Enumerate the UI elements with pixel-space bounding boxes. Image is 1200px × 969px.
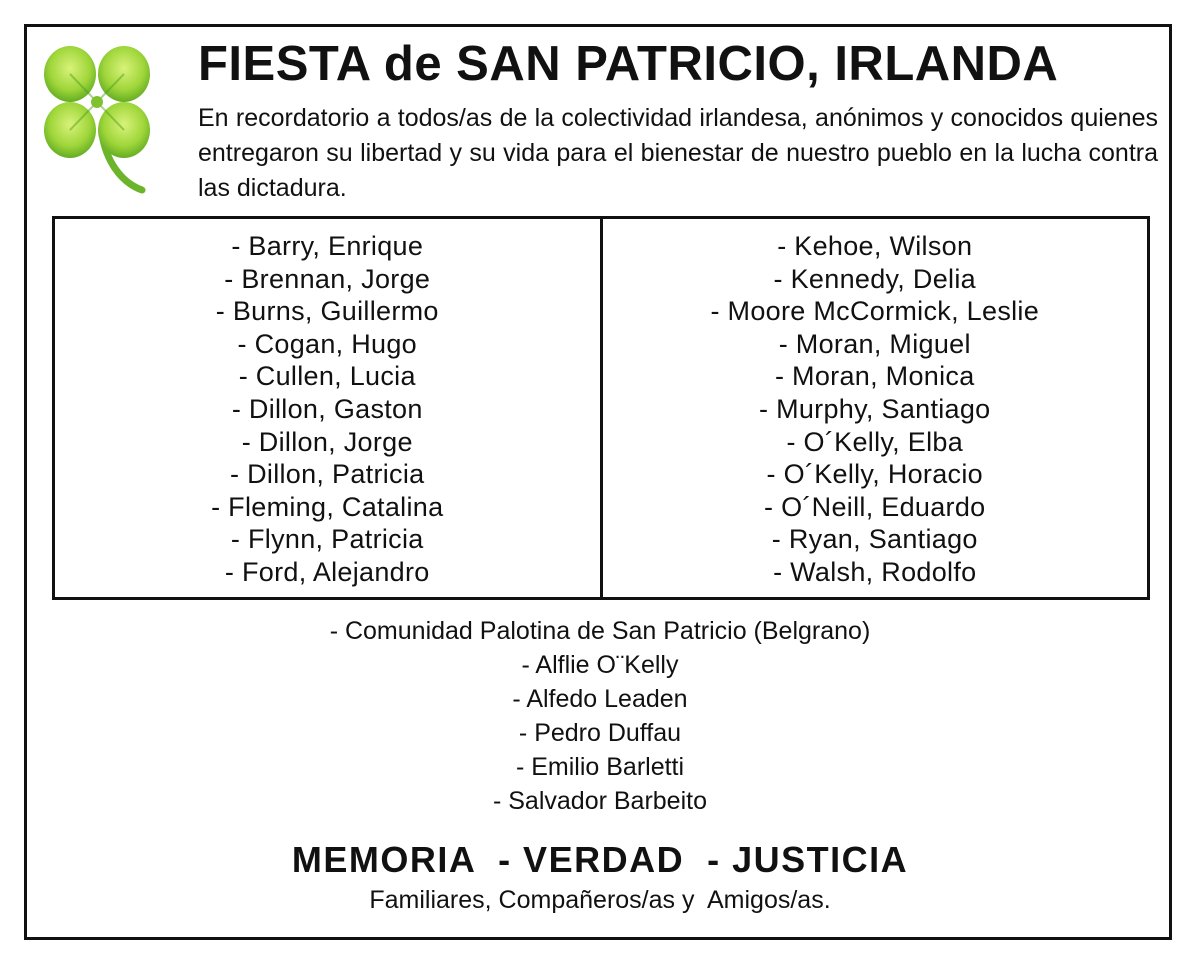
names-table (52, 216, 1150, 600)
list-item: - Emilio Barletti (515, 753, 685, 781)
list-item: - Salvador Barbeito (492, 787, 707, 815)
list-item: - Burns, Guillermo (215, 296, 439, 327)
list-item: - Dillon, Jorge (241, 426, 413, 457)
names-column-left (55, 219, 603, 597)
list-item: - Kehoe, Wilson (777, 231, 973, 261)
list-item: - Moran, Miguel (778, 328, 971, 359)
list-item: - Alflie O¨Kelly (521, 651, 679, 679)
list-item: - Murphy, Santiago (758, 393, 991, 424)
list-item: - Ford, Alejandro (224, 556, 430, 587)
list-item: - Alfedo Leaden (512, 685, 688, 713)
names-column-right (603, 219, 1148, 597)
list-item: - Kennedy, Delia (773, 263, 976, 294)
list-item: - Fleming, Catalina (211, 491, 444, 522)
intro-paragraph: En recordatorio a todos/as de la colectividad irlandesa, anónimos y conocidos quienes entregaron su libertad y su vida para el bienestar de nuestro pueblo en la lucha contra las dictadura. (198, 104, 1158, 202)
list-item: - Ryan, Santiago (771, 524, 978, 555)
additional-names-list (24, 614, 1176, 818)
list-item: - Dillon, Gaston (231, 393, 423, 424)
list-item: - Moran, Monica (774, 361, 975, 392)
list-item: - Cogan, Hugo (237, 328, 417, 359)
list-item: - O´Kelly, Elba (786, 426, 964, 457)
list-item: - Moore McCormick, Leslie (710, 296, 1040, 327)
list-item: - O´Kelly, Horacio (766, 459, 983, 490)
list-item: - Flynn, Patricia (230, 524, 424, 555)
page-title: FIESTA de SAN PATRICIO, IRLANDA (198, 37, 1059, 91)
slogan: MEMORIA - VERDAD - JUSTICIA (291, 839, 909, 880)
list-item: - Walsh, Rodolfo (773, 556, 977, 587)
list-item: - Dillon, Patricia (230, 459, 425, 490)
list-item: - Brennan, Jorge (224, 263, 431, 294)
list-item: - O´Neill, Eduardo (764, 491, 986, 522)
four-leaf-clover-icon (40, 42, 155, 197)
list-item: - Barry, Enrique (231, 231, 424, 261)
list-item: - Cullen, Lucia (238, 361, 416, 392)
signature: Familiares, Compañeros/as y Amigos/as. (369, 886, 831, 914)
list-item: - Pedro Duffau (518, 719, 682, 747)
list-item: - Comunidad Palotina de San Patricio (Belgrano) (329, 617, 871, 645)
